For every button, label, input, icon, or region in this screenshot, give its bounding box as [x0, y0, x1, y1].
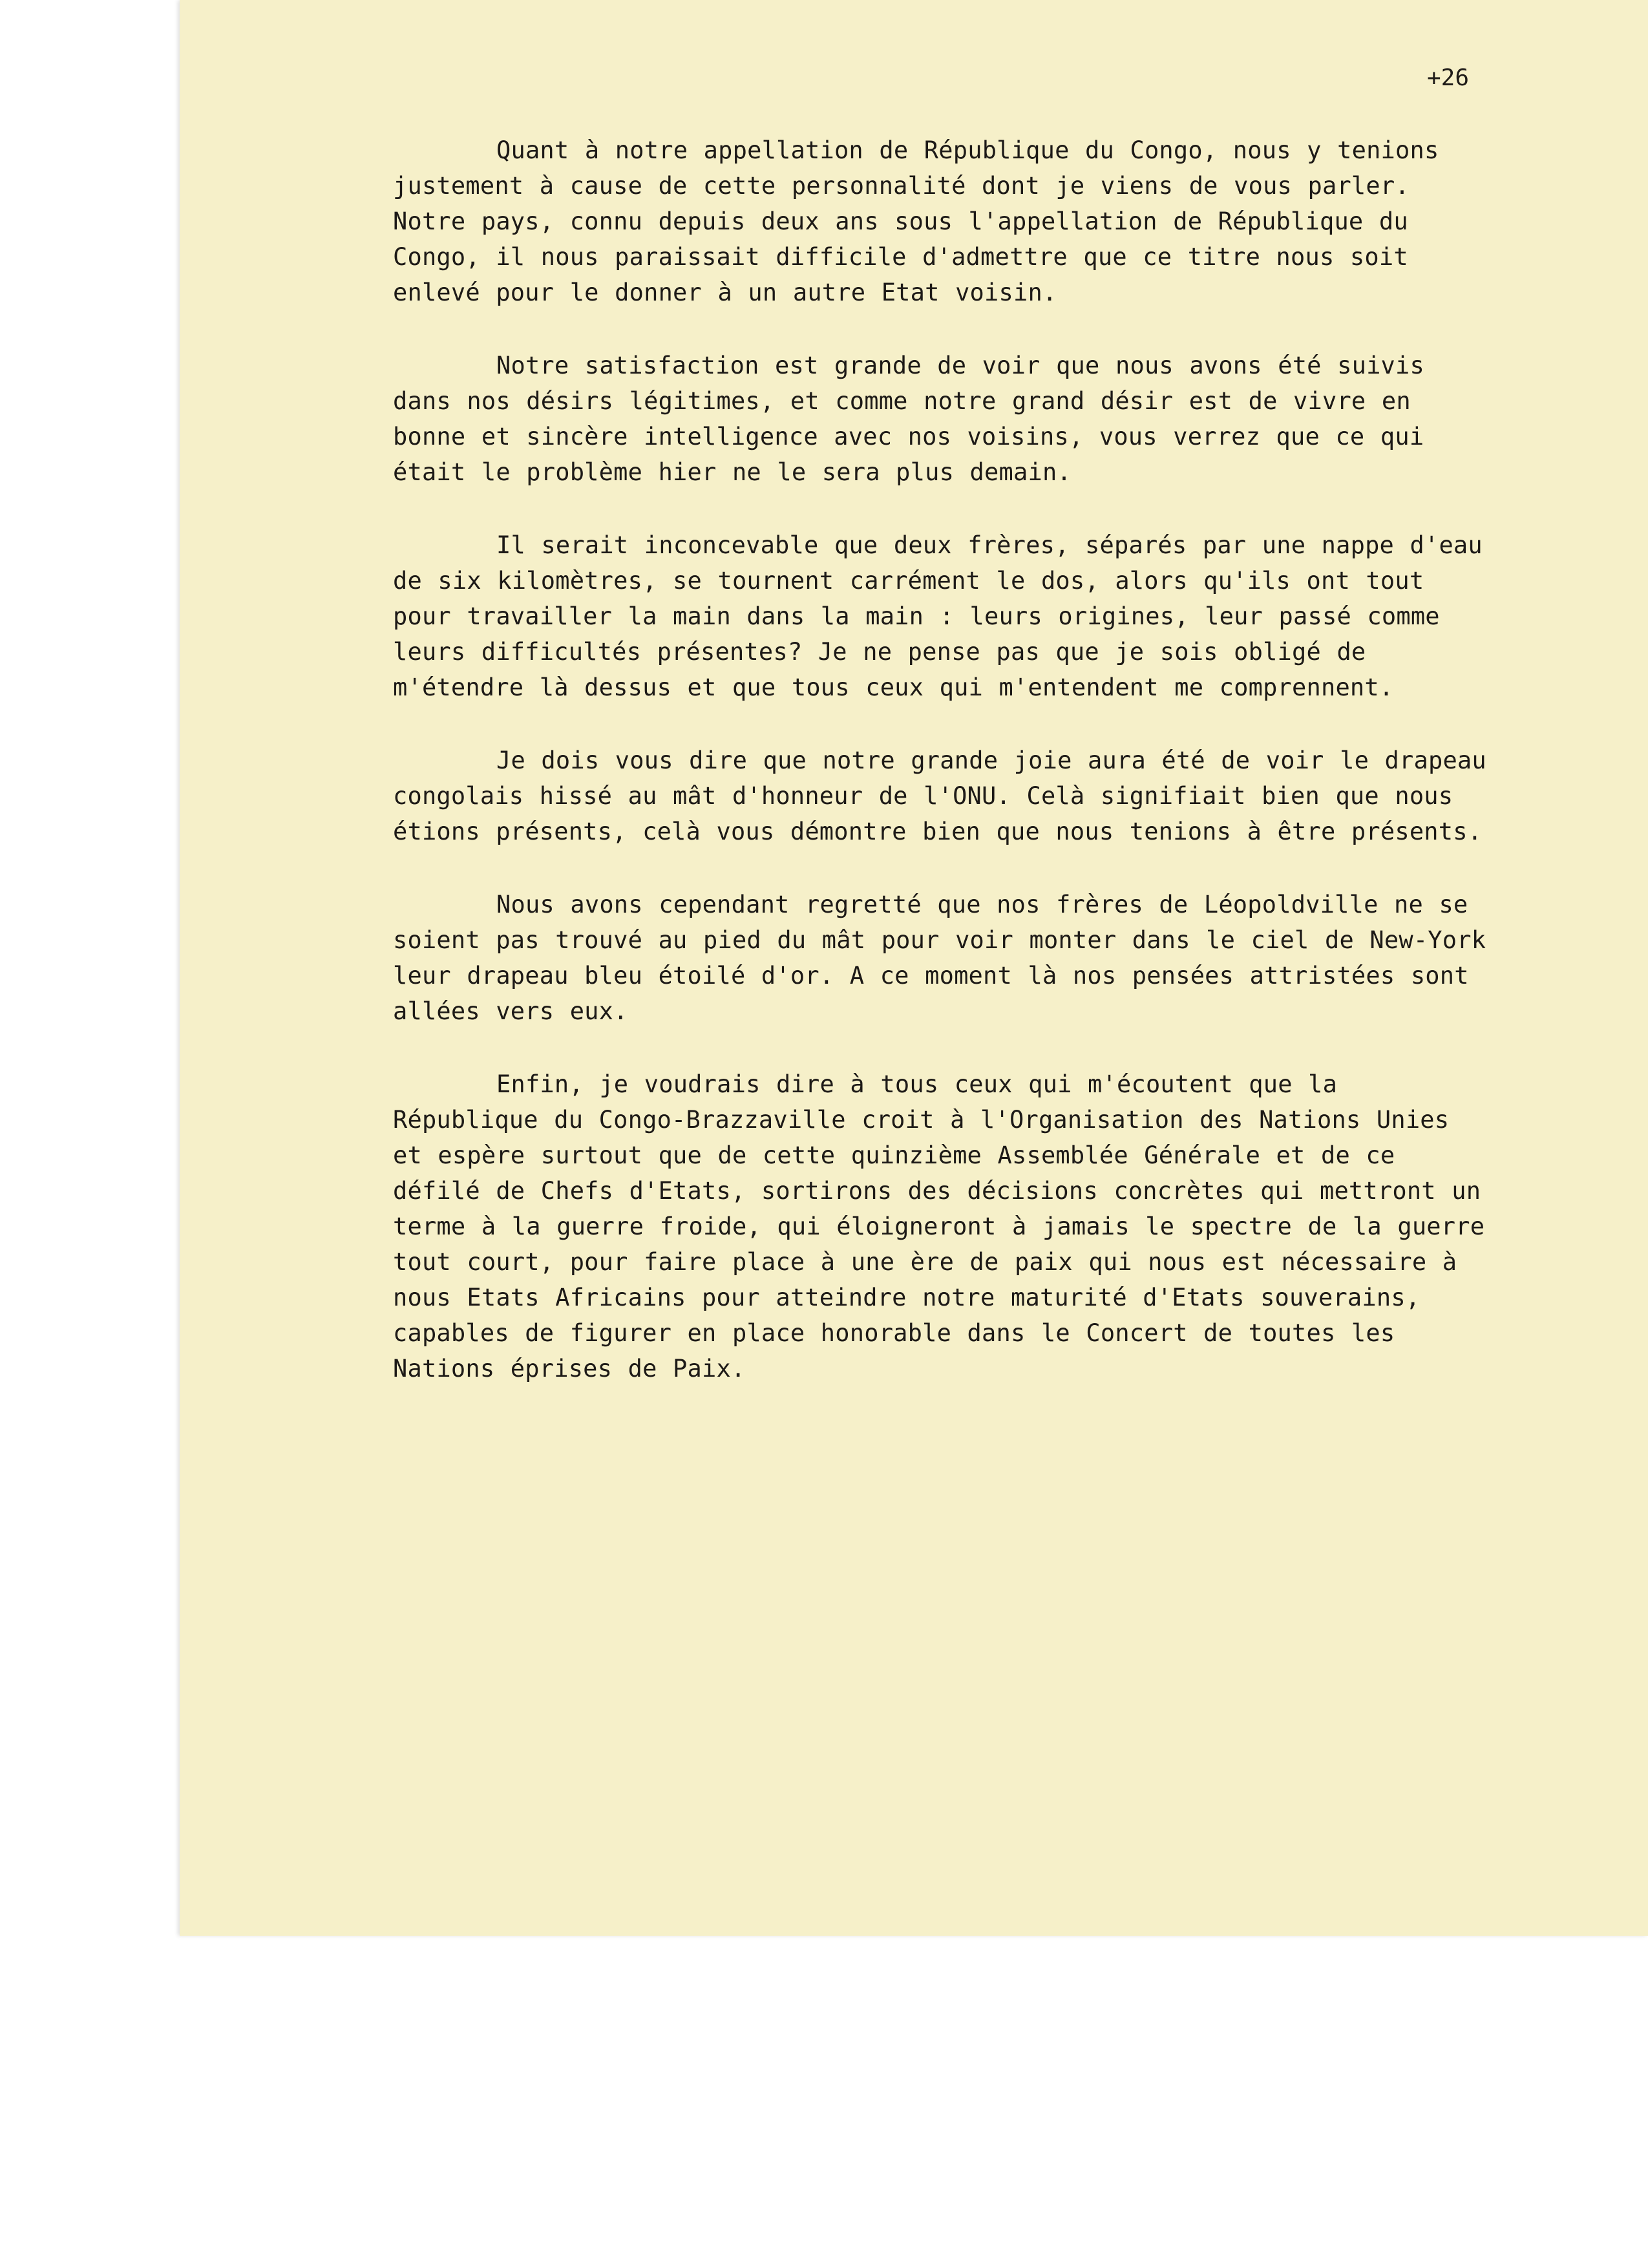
page-number: +26	[1427, 65, 1470, 91]
paragraph-1: Quant à notre appellation de République du Congo, nous y tenions justement à cause de cette personnalité dont je viens de vous parler. Notre pays, connu depuis deux ans sous l'appellation de République du Congo, il nous paraissait difficile d'admettre que ce titre nous soit enlevé pour le donner à un autre Etat voisin.	[393, 136, 1439, 306]
paragraph-5: Nous avons cependant regretté que nos frères de Léopoldville ne se soient pas trouvé au pied du mât pour voir monter dans le ciel de New-York leur drapeau bleu étoilé d'or. A ce moment là nos pensées attristées sont allées vers eux.	[393, 891, 1486, 1025]
paragraph-2: Notre satisfaction est grande de voir que nous avons été suivis dans nos désirs légitimes, et comme notre grand désir est de vivre en bonne et sincère intelligence avec nos voisins, vous verrez que ce qui était le problème hier ne le sera plus demain.	[393, 352, 1424, 486]
paragraph-4: Je dois vous dire que notre grande joie aura été de voir le drapeau congolais hissé au mât d'honneur de l'ONU. Celà signifiait bien que nous étions présents, celà vous démontre bien que nous tenions à être présents.	[393, 747, 1486, 845]
paragraph-6: Enfin, je voudrais dire à tous ceux qui m'écoutent que la République du Congo-Brazzaville croit à l'Organisation des Nations Unies et espère surtout que de cette quinzième Assemblée Générale et de ce défilé de Chefs d'Etats, sortirons des décisions concrètes qui mettront un terme à la guerre froide, qui éloigneront à jamais le spectre de la guerre tout court, pour faire place à une ère de paix qui nous est nécessaire à nous Etats Africains pour atteindre notre maturité d'Etats souverains, capables de figurer en place honorable dans le Concert de toutes les Nations éprises de Paix.	[393, 1070, 1485, 1383]
document-page	[180, 0, 1648, 1936]
body-text	[393, 132, 1492, 1424]
paragraph-3: Il serait inconcevable que deux frères, séparés par une nappe d'eau de six kilomètres, se tournent carrément le dos, alors qu'ils ont tout pour travailler la main dans la main : leurs origines, leur passé comme leurs difficultés présentes? Je ne pense pas que je sois obligé de m'étendre là dessus et que tous ceux qui m'entendent me comprennent.	[393, 531, 1483, 701]
